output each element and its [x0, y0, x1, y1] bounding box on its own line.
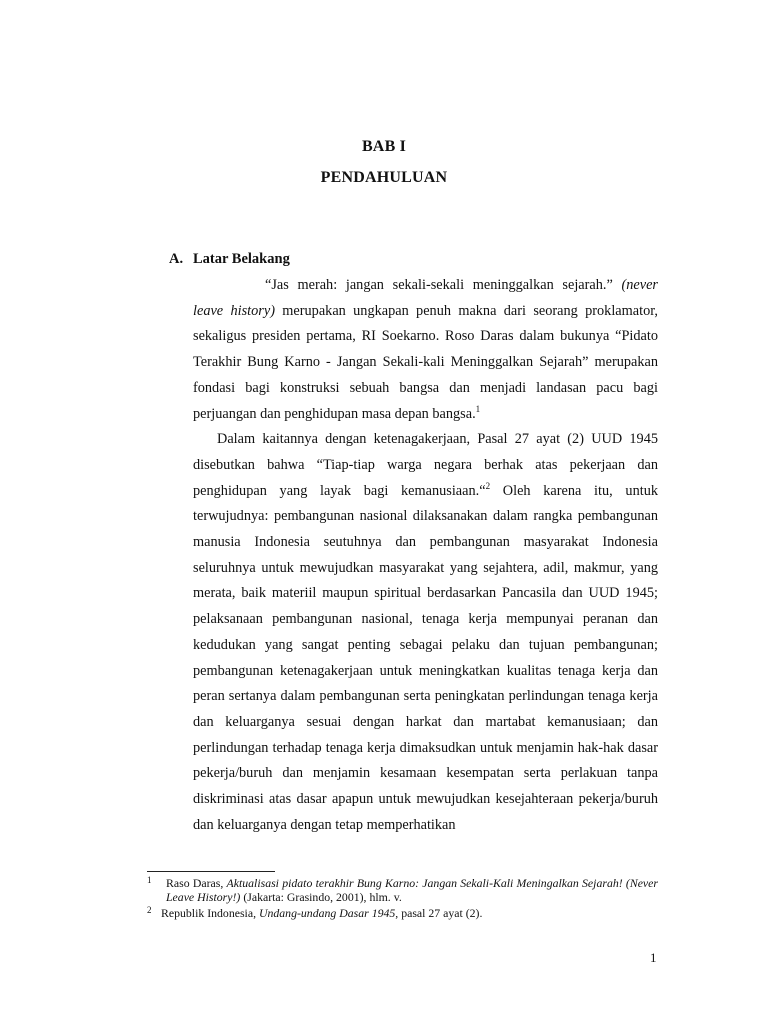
footnote-1	[147, 876, 658, 904]
paragraph-1-text-b: merupakan ungkapan penuh makna dari seorang proklamator, sekaligus presiden pertama, RI Soekarno. Roso Daras dalam bukunya “Pidato Terakhir Bung Karno - Jangan Sekali-kali Meninggalkan Sejarah” merupakan fondasi bagi konstruksi sebuah bangsa dan menjadi landasan pacu bagi perjuangan dan penghidupan masa depan bangsa.	[193, 302, 658, 422]
footnote-2-text-a: Republik Indonesia,	[161, 906, 259, 920]
paragraph-1-text-a: “Jas merah: jangan sekali-sekali meninggalkan sejarah.”	[265, 277, 622, 293]
footnote-1-italic: Aktualisasi pidato terakhir Bung Karno: Jangan Sekali-Kali Meningalkan Sejarah! (Never Leave History!)	[166, 876, 658, 904]
chapter-title: PENDAHULUAN	[320, 169, 448, 186]
paragraph-1	[193, 273, 658, 427]
section-title: Latar Belakang	[193, 251, 290, 267]
paragraph-2	[193, 427, 658, 838]
footnote-2	[147, 906, 658, 920]
section-heading	[169, 251, 290, 268]
footnote-ref-2[interactable]: 2	[485, 480, 491, 491]
footnote-1-number: 1	[147, 875, 152, 885]
section-letter: A.	[169, 251, 184, 267]
footnote-2-number: 2	[147, 905, 152, 915]
paragraph-2-text-b: Oleh karena itu, untuk terwujudnya: pembangunan nasional dilaksanakan dalam rangka pembangunan manusia Indonesia seutuhnya dan pembangunan masyarakat Indonesia seluruhnya untuk mewujudkan masyarakat yang sejahtera, adil, makmur, yang merata, baik materiil maupun spiritual berdasarkan Pancasila dan UUD 1945; pelaksanaan pembangunan nasional, tenaga kerja mempunyai peranan dan kedudukan yang sangat penting sebagai pelaku dan tujuan pembangunan; pembangunan ketenagakerjaan untuk meningkatkan kualitas tenaga kerja dan peran sertanya dalam pembangunan serta peningkatan perlindungan tenaga kerja dan keluarganya sesuai dengan harkat dan martabat kemanusiaan; dan perlindungan terhadap tenaga kerja dimaksudkan untuk menjamin hak-hak dasar pekerja/buruh dan menjamin kesamaan kesempatan serta perlakuan tanpa diskriminasi atas dasar apapun untuk mewujudkan kesejahteraan pekerja/buruh dan keluarganya dengan tetap memperhatikan	[193, 482, 658, 833]
footnote-ref-1[interactable]: 1	[475, 403, 481, 414]
footnote-1-text-a: Raso Daras,	[166, 876, 227, 890]
footnotes	[147, 876, 658, 920]
footnote-1-text-b: (Jakarta: Grasindo, 2001), hlm. v.	[240, 890, 402, 904]
footnote-2-italic: Undang-undang Dasar 1945	[258, 906, 396, 920]
page-number: 1	[650, 950, 657, 965]
paragraph-1-italic: (never leave history)	[193, 277, 658, 319]
footnote-2-text-b: , pasal 27 ayat (2).	[395, 906, 483, 920]
body-text	[193, 273, 658, 838]
paragraph-2-text-a: Dalam kaitannya dengan ketenagakerjaan, Pasal 27 ayat (2) UUD 1945 disebutkan bahwa “Tiap-tiap warga negara berhak atas pekerjaan dan penghidupan yang layak bagi kemanusiaan.“	[193, 431, 658, 499]
chapter-number: BAB I	[361, 138, 407, 155]
footnote-separator	[147, 871, 275, 872]
